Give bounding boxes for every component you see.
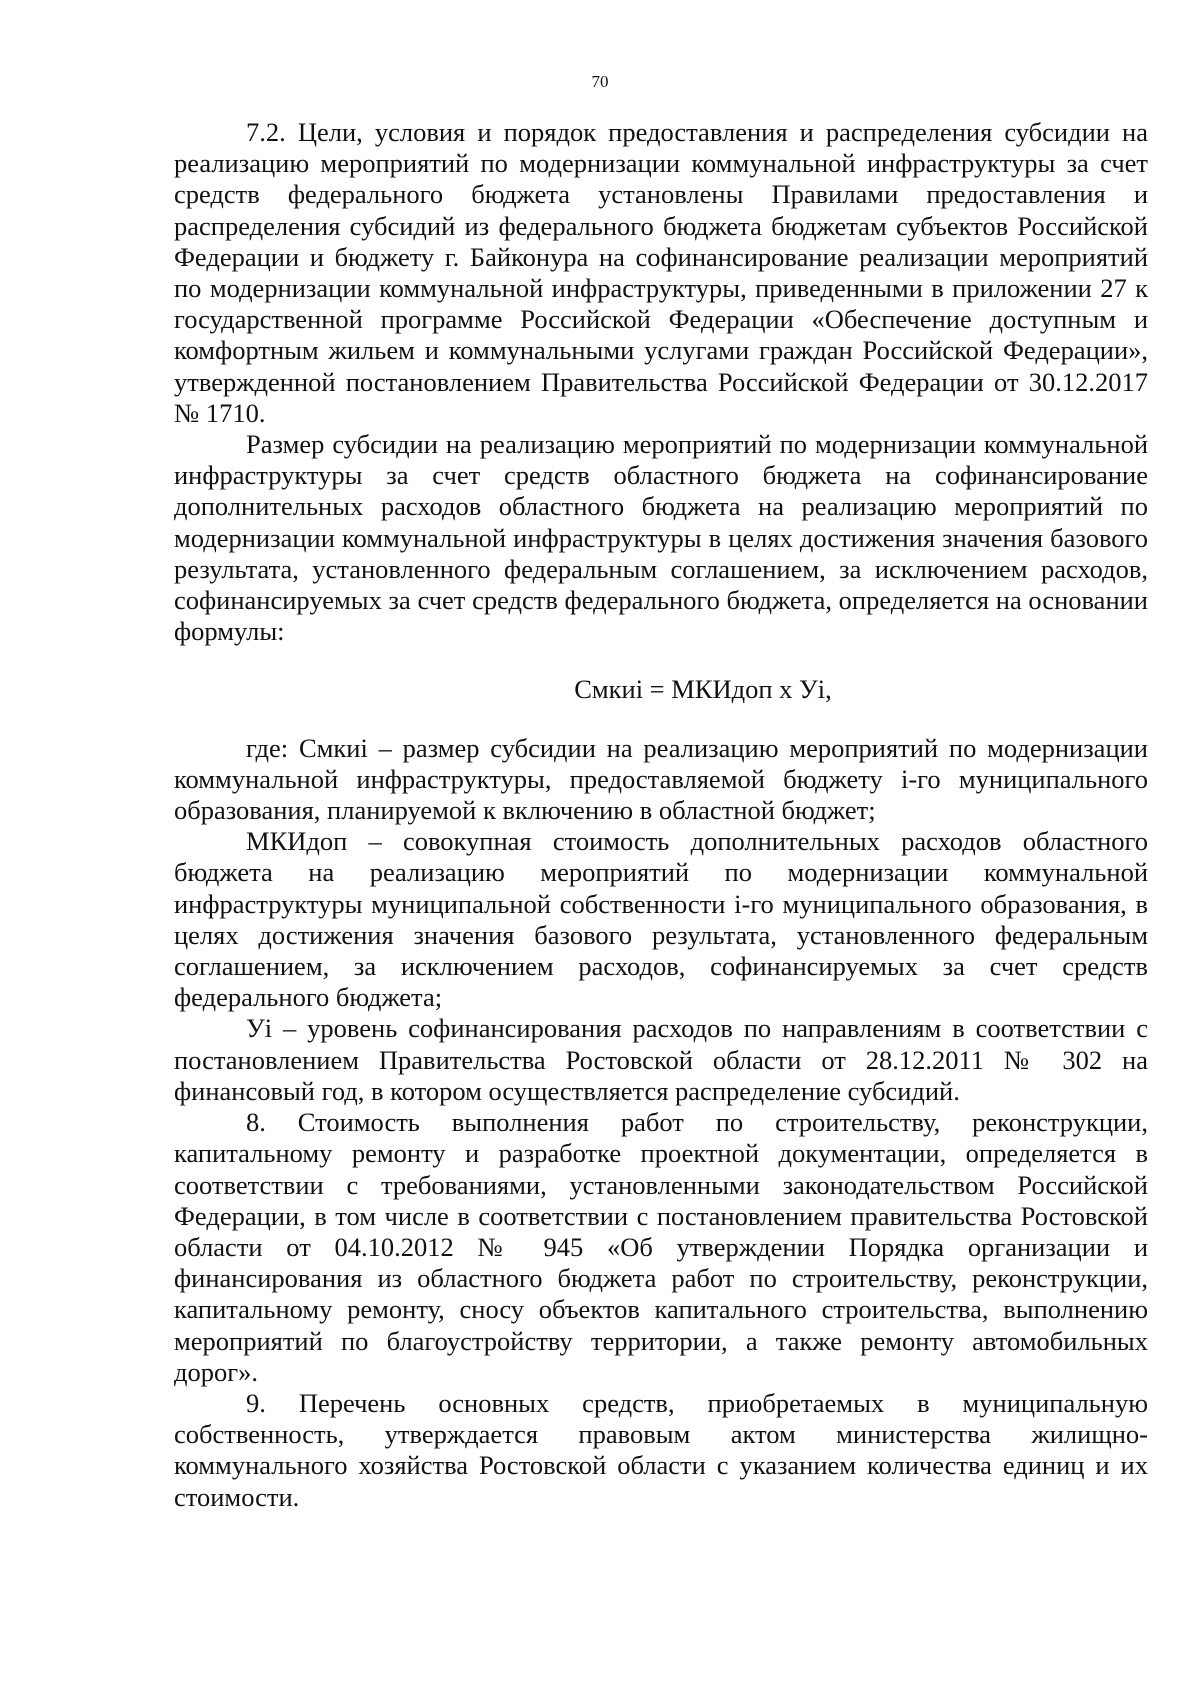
paragraph-definition-smki: где: Смкиі – размер субсидии на реализацию мероприятий по модернизации коммунальной инфраструктуры, предоставляемой бюджету і-го муниципального образования, планируемой к включению в областной бюджет;	[174, 732, 1148, 826]
paragraph-definition-ui: Уі – уровень софинансирования расходов по направлениям в соответствии с постановлением Правительства Ростовской области от 28.12.2011 № 302 на финансовый год, в котором осуществляется распределение субсидий.	[174, 1013, 1148, 1106]
paragraph-subsidy-size: Размер субсидии на реализацию мероприятий по модернизации коммунальной инфраструктуры за счет средств областного бюджета на софинансирование дополнительных расходов областного бюджета на реализацию мероприятий по модернизации коммунальной инфраструктуры в целях достижения значения базового результата, установленного федеральным соглашением, за исключением расходов, софинансируемых за счет средств федерального бюджета, определяется на основании формулы:	[174, 429, 1148, 647]
paragraph-8: 8. Стоимость выполнения работ по строительству, реконструкции, капитальному ремонту и разработке проектной документации, определяется в соответствии с требованиями, установленными законодательством Российской Федерации, в том числе в соответствии с постановлением правительства Ростовской области от 04.10.2012 № 945 «Об утверждении Порядка организации и финансирования из областного бюджета работ по строительству, реконструкции, капитальному ремонту, сносу объектов капитального строительства, выполнению мероприятий по благоустройству территории, а также ремонту автомобильных дорог».	[174, 1107, 1148, 1387]
formula: Смкиі = МКИдоп х Уі,	[574, 674, 832, 705]
page-number: 70	[591, 72, 609, 91]
paragraph-9: 9. Перечень основных средств, приобретаемых в муниципальную собственность, утверждается правовым актом министерства жилищно-коммунального хозяйства Ростовской области с указанием количества единиц и их стоимости.	[174, 1387, 1148, 1512]
document-body	[174, 117, 1148, 1513]
paragraph-definition-mkidop: МКИдоп – совокупная стоимость дополнительных расходов областного бюджета на реализацию мероприятий по модернизации коммунальной инфраструктуры муниципальной собственности і-го муниципального образования, в целях достижения значения базового результата, установленного федеральным соглашением, за исключением расходов, софинансируемых за счет средств федерального бюджета;	[174, 826, 1148, 1013]
paragraph-7-2: 7.2. Цели, условия и порядок предоставления и распределения субсидии на реализацию мероприятий по модернизации коммунальной инфраструктуры за счет средств федерального бюджета установлены Правилами предоставления и распределения субсидий из федерального бюджета бюджетам субъектов Российской Федерации и бюджету г. Байконура на софинансирование реализации мероприятий по модернизации коммунальной инфраструктуры, приведенными в приложении 27 к государственной программе Российской Федерации «Обеспечение доступным и комфортным жильем и коммунальными услугами граждан Российской Федерации», утвержденной постановлением Правительства Российской Федерации от 30.12.2017 № 1710.	[174, 117, 1148, 428]
